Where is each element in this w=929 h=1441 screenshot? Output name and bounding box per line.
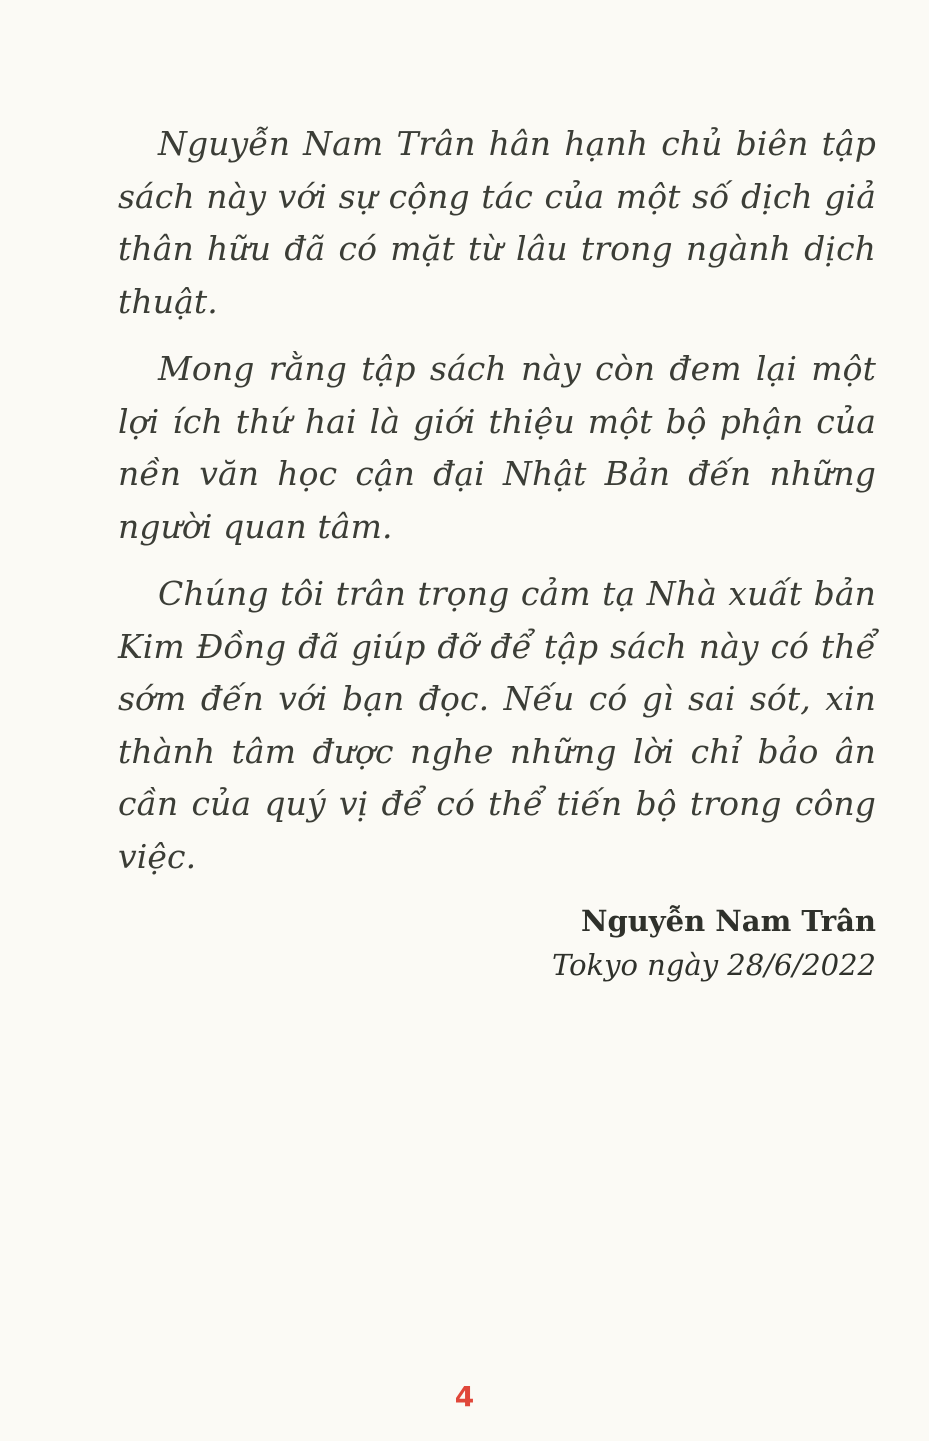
paragraph-purpose: Mong rằng tập sách này còn đem lại một lợi ích thứ hai là giới thiệu một bộ phận của nền văn học cận đại Nhật Bản đến những người quan tâm. bbox=[118, 349, 876, 546]
paragraph-editor-note: Nguyễn Nam Trân hân hạnh chủ biên tập sách này với sự cộng tác của một số dịch giả thân hữu đã có mặt từ lâu trong ngành dịch thuật. bbox=[118, 124, 876, 321]
signature-place-date: Tokyo ngày 28/6/2022 bbox=[551, 948, 876, 982]
paragraph-thanks: Chúng tôi trân trọng cảm tạ Nhà xuất bản Kim Đồng đã giúp đỡ để tập sách này có thể sớm đến với bạn đọc. Nếu có gì sai sót, xin thành tâm được nghe những lời chỉ bảo ân cần của quý vị để có thể tiến bộ trong công việc. bbox=[118, 574, 876, 876]
signature-name: Nguyễn Nam Trân bbox=[580, 904, 876, 938]
signature-block bbox=[118, 899, 876, 987]
page-body bbox=[118, 118, 876, 987]
page-number: 4 bbox=[454, 1380, 475, 1413]
